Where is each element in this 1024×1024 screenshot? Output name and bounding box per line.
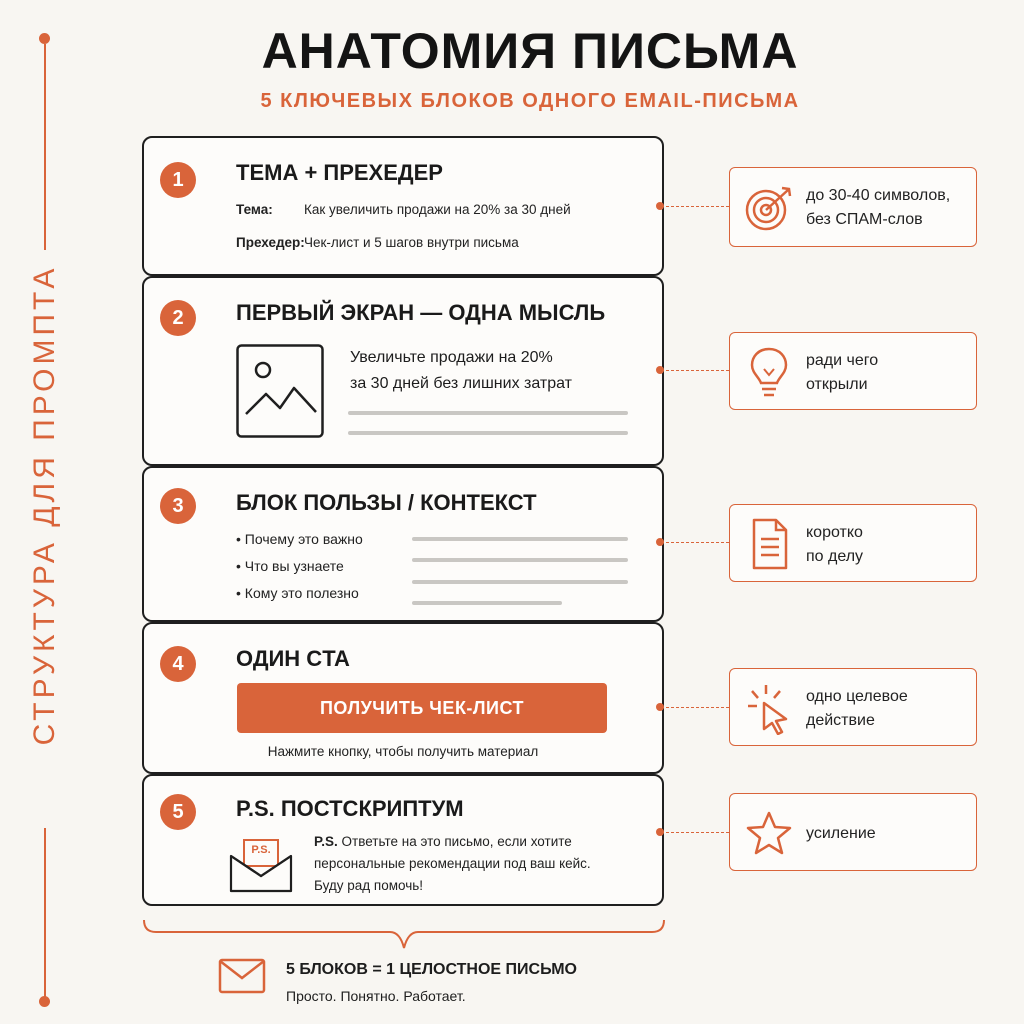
brace-icon — [142, 918, 666, 954]
block-number-4: 4 — [160, 646, 196, 682]
block-number-3: 3 — [160, 488, 196, 524]
footer-title: 5 БЛОКОВ = 1 ЦЕЛОСТНОЕ ПИСЬМО — [286, 961, 577, 978]
connector-4 — [661, 707, 729, 708]
block-card-5 — [142, 774, 664, 906]
block-title-4: ОДИН CTA — [236, 646, 350, 671]
ps-line-3: Буду рад помочь! — [314, 878, 424, 893]
text-placeholder-line — [412, 537, 628, 541]
note-card-3 — [729, 504, 977, 582]
rail-top-dot — [39, 33, 50, 44]
ps-line-2: персональные рекомендации под ваш кейс. — [314, 856, 591, 871]
footer-tagline: Просто. Понятно. Работает. — [286, 988, 466, 1004]
envelope-ps-icon — [228, 838, 294, 894]
connector-1 — [661, 206, 729, 207]
document-icon — [744, 517, 794, 571]
note-card-5 — [729, 793, 977, 871]
envelope-icon — [218, 958, 266, 994]
note-text-2: ради чего открыли — [806, 352, 879, 393]
text-placeholder-line — [348, 431, 628, 435]
block-number-5: 5 — [160, 794, 196, 830]
star-icon — [744, 808, 794, 858]
image-placeholder-icon — [236, 344, 324, 438]
block-title-1: ТЕМА + ПРЕХЕДЕР — [236, 160, 443, 185]
block-title-3: БЛОК ПОЛЬЗЫ / КОНТЕКСТ — [236, 490, 537, 515]
page-title: АНАТОМИЯ ПИСЬМА — [261, 23, 799, 79]
connector-3 — [661, 542, 729, 543]
block-title-5: P.S. ПОСТСКРИПТУМ — [236, 796, 464, 821]
rail-bottom-dot — [39, 996, 50, 1007]
ps-line-1: P.S. Ответьте на это письмо, если хотите — [314, 834, 572, 849]
connector-5 — [661, 832, 729, 833]
page-subtitle: 5 КЛЮЧЕВЫХ БЛОКОВ ОДНОГО EMAIL-ПИСЬМА — [260, 90, 800, 112]
block-card-4 — [142, 622, 664, 774]
preheader-value: Чек-лист и 5 шагов внутри письма — [304, 235, 519, 250]
block-card-1 — [142, 136, 664, 276]
envelope-label: P.S. — [251, 844, 271, 856]
note-text-5: усиление — [806, 825, 876, 842]
cta-caption: Нажмите кнопку, чтобы получить материал — [267, 744, 539, 759]
note-text-3: коротко по делу — [806, 524, 864, 565]
rail-line-bottom — [44, 828, 46, 1000]
note-text-1: до 30-40 символов, без СПАМ-слов — [806, 187, 951, 228]
text-placeholder-line — [412, 558, 628, 562]
note-card-2 — [729, 332, 977, 410]
preheader-label: Прехедер: — [236, 235, 305, 250]
connector-2 — [661, 370, 729, 371]
block-number-2: 2 — [160, 300, 196, 336]
rail-label: СТРУКТУРА ДЛЯ ПРОМПТА — [28, 264, 61, 746]
text-placeholder-line — [412, 601, 562, 605]
block-card-2 — [142, 276, 664, 466]
headline-line-2: за 30 дней без лишних затрат — [350, 375, 572, 392]
block-card-3 — [142, 466, 664, 622]
subject-label: Тема: — [236, 202, 273, 217]
headline-line-1: Увеличьте продажи на 20% — [350, 349, 553, 366]
note-card-1 — [729, 167, 977, 247]
bullet-item: • Кому это полезно — [236, 585, 359, 601]
rail-line-top — [44, 44, 46, 250]
cta-button[interactable]: ПОЛУЧИТЬ ЧЕК-ЛИСТ — [237, 683, 607, 733]
note-card-4 — [729, 668, 977, 746]
text-placeholder-line — [412, 580, 628, 584]
note-text-4: одно целевое действие — [806, 688, 908, 729]
lightbulb-icon — [744, 345, 794, 399]
block-number-1: 1 — [160, 162, 196, 198]
bullet-item: • Почему это важно — [236, 531, 363, 547]
text-placeholder-line — [348, 411, 628, 415]
target-icon — [744, 184, 796, 232]
block-title-2: ПЕРВЫЙ ЭКРАН — ОДНА МЫСЛЬ — [236, 300, 606, 325]
subject-value: Как увеличить продажи на 20% за 30 дней — [304, 202, 571, 217]
cursor-click-icon — [744, 681, 796, 735]
bullet-item: • Что вы узнаете — [236, 558, 344, 574]
